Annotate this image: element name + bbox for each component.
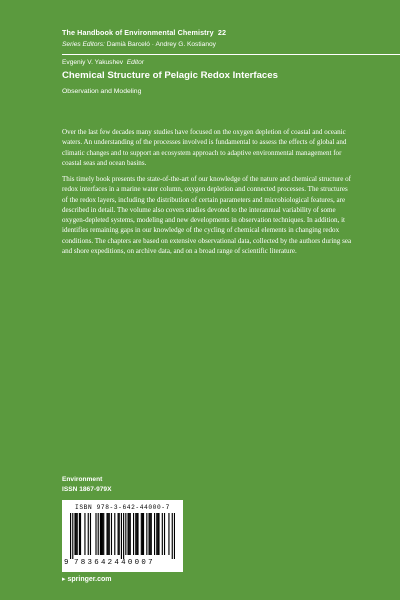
barcode-bar <box>88 513 89 555</box>
series-editors <box>62 41 216 48</box>
barcode-bar <box>172 513 173 559</box>
barcode-bar <box>84 513 85 555</box>
barcode-bar <box>118 513 119 555</box>
barcode-bar <box>148 513 149 555</box>
barcode-bar <box>98 513 99 555</box>
barcode-bar <box>136 513 137 555</box>
barcode-bars <box>70 513 175 559</box>
barcode-bar <box>162 513 163 555</box>
barcode-first-digit: 9 <box>64 559 69 567</box>
arrow-icon: ▸ <box>62 576 66 583</box>
barcode-bar <box>125 513 126 555</box>
barcode-bar <box>146 513 147 555</box>
barcode-bar <box>127 513 128 555</box>
barcode-bar <box>102 513 103 555</box>
barcode-digit-string: 783642440007 <box>74 559 155 567</box>
book-subtitle: Observation and Modeling <box>62 88 142 95</box>
barcode-bar <box>133 513 134 555</box>
barcode-bar <box>76 513 77 555</box>
barcode <box>62 500 183 572</box>
series-editors-names: Damià Barceló · Andrey G. Kostianoy <box>106 41 216 48</box>
issn: ISSN 1867-979X <box>62 486 112 493</box>
barcode-bar <box>101 513 102 555</box>
book-title: Chemical Structure of Pelagic Redox Interfaces <box>62 70 278 81</box>
barcode-bar <box>156 513 157 555</box>
barcode-bar <box>150 513 151 555</box>
blurb-paragraph-2: This timely book presents the state-of-the-art of our knowledge of the nature and chemical structure of redox interfaces in a marine water column, oxygen depletion and connected processes. The structures of the redox layers, including the distribution of certain parameters and microbiological features, are described in detail. The volume also covers studies devoted to the interannual variability of some oxygen-depleted systems, modeling and new developments in observation techniques. In addition, it identifies remaining gaps in our knowledge of the cycling of chemical elements in changing redox conditions. The chapters are based on extensive observational data, collected by the authors during sea and shore expeditions, on archive data, and on a broad range of scientific literature. <box>62 175 352 256</box>
barcode-bar <box>130 513 131 555</box>
publisher-name: springer.com <box>67 576 112 583</box>
barcode-bar <box>174 513 175 559</box>
barcode-bar <box>142 513 143 555</box>
barcode-bar <box>90 513 91 555</box>
barcode-bar <box>103 513 104 555</box>
barcode-bar <box>157 513 158 555</box>
blurb-paragraph-1: Over the last few decades many studies have focused on the oxygen depletion of coastal and oceanic waters. An understanding of the processes involved is fundamental to assess the effects of global and climatic changes and to support an ecosystem approach to adaptive environmental management for coastal seas and ocean basins. <box>62 128 347 167</box>
barcode-bar <box>72 513 73 559</box>
editor-role: Editor <box>126 59 145 66</box>
editor-name: Evgeniy V. Yakushev <box>62 59 124 66</box>
barcode-bar <box>95 513 96 555</box>
barcode-bar <box>114 513 115 555</box>
barcode-bar <box>106 513 107 555</box>
barcode-bar <box>100 513 101 555</box>
barcode-bar <box>137 513 138 555</box>
series-title <box>62 28 226 37</box>
series-name: The Handbook of Environmental Chemistry <box>62 28 214 37</box>
imprint <box>62 475 112 495</box>
barcode-bar <box>123 513 124 559</box>
series-editors-label: Series Editors: <box>62 41 105 48</box>
barcode-bar <box>154 513 155 555</box>
subject-category: Environment <box>62 476 103 483</box>
divider <box>62 54 400 55</box>
barcode-bar <box>79 513 80 555</box>
isbn-label: ISBN 978-3-642-44000-7 <box>75 504 170 511</box>
barcode-bar <box>119 513 120 555</box>
barcode-bar <box>158 513 159 555</box>
barcode-bar <box>151 513 152 555</box>
barcode-bar <box>129 513 130 555</box>
barcode-bar <box>74 513 75 555</box>
barcode-bar <box>143 513 144 555</box>
barcode-bar <box>164 513 165 555</box>
barcode-bar <box>141 513 142 555</box>
publisher-link[interactable] <box>62 575 111 583</box>
series-volume: 22 <box>217 28 227 37</box>
barcode-bar <box>109 513 110 555</box>
barcode-bar <box>111 513 112 555</box>
barcode-bar <box>70 513 71 559</box>
barcode-bar <box>80 513 81 555</box>
book-editor <box>62 59 144 66</box>
barcode-bar <box>108 513 109 555</box>
barcode-bar <box>77 513 78 555</box>
barcode-bar <box>168 513 169 555</box>
barcode-bar <box>121 513 122 559</box>
barcode-bar <box>135 513 136 555</box>
